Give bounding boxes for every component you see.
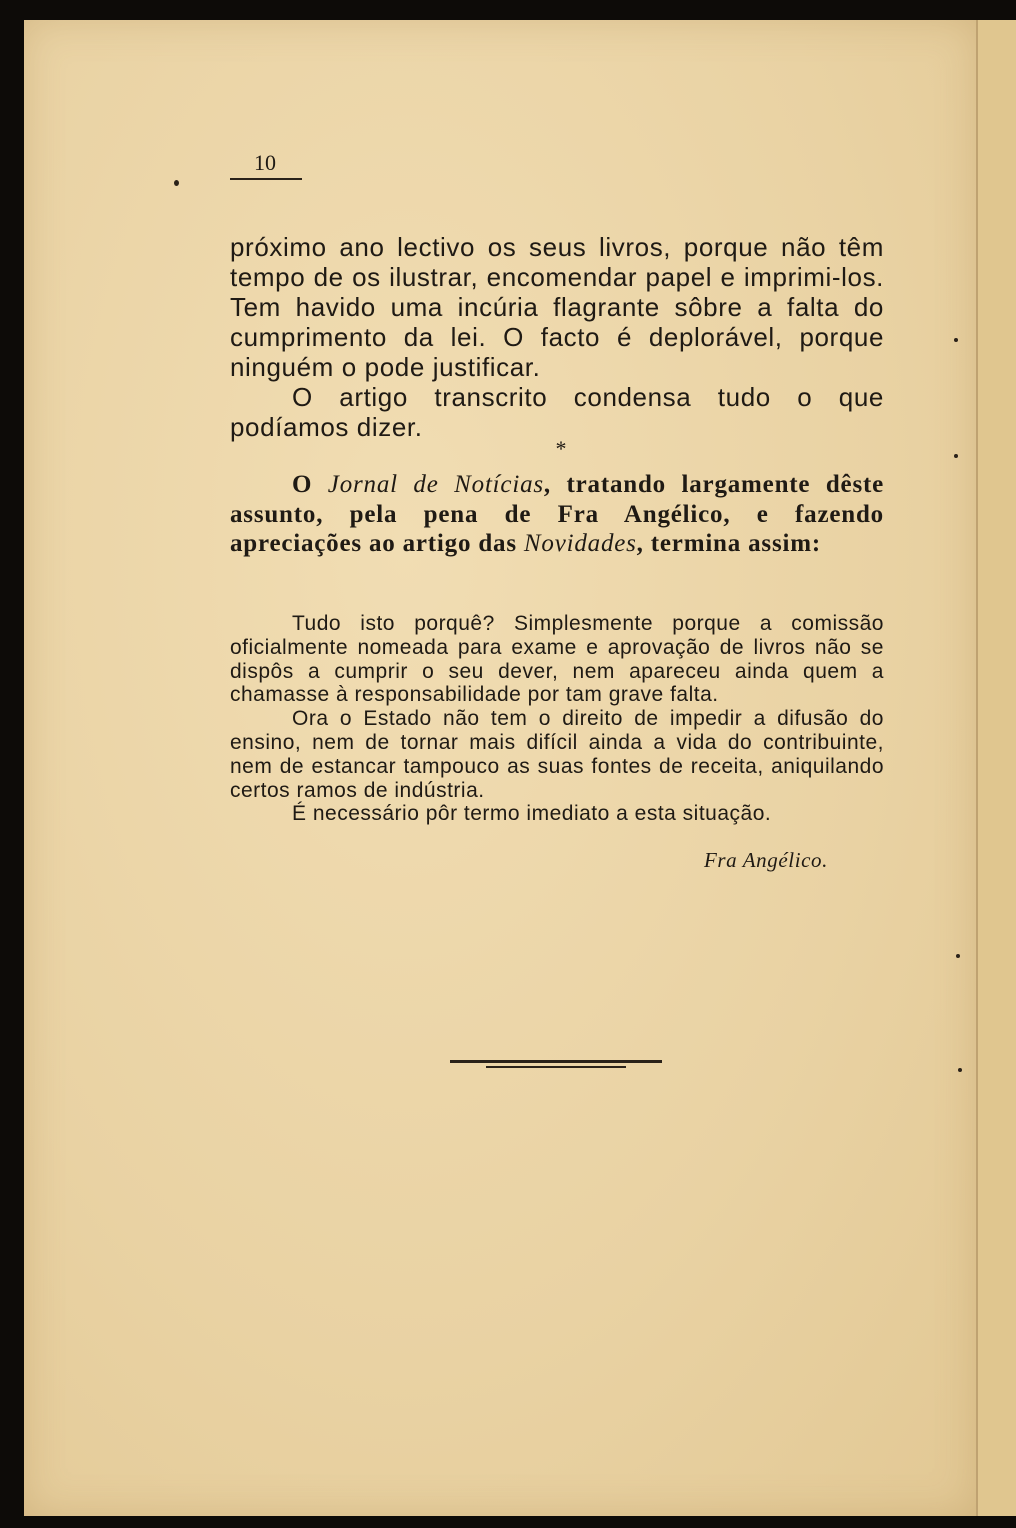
intro-mid: , tratando largamente dêste assunto, pela pena de Fra Angélico, e fazendo apreciações ao artigo das — [230, 471, 884, 557]
signature: Fra Angélico. — [703, 848, 828, 872]
page-number: 10 — [254, 150, 276, 175]
paragraph-1: próximo ano lectivo os seus livros, porque não têm tempo de os ilustrar, encomendar papel e imprimi-los. Tem havido uma incúria flagrante sôbre a falta do cumprimento da lei. O facto é deplorável, porque ninguém o pode justificar. — [230, 232, 884, 382]
ink-speck — [174, 180, 179, 186]
quote-paragraph-3: É necessário pôr termo imediato a esta situação. — [292, 802, 772, 826]
end-rule-short — [486, 1066, 626, 1068]
ink-speck — [958, 1068, 962, 1072]
quote-paragraph-2: Ora o Estado não tem o direito de impedir a difusão do ensino, nem de tornar mais difícil ainda a vida do contribuinte, nem de estancar tampouco as suas fontes de receita, aniquilando certos ramos de indústria. — [230, 707, 884, 802]
paragraph-2: O artigo transcrito condensa tudo o que podíamos dizer. — [230, 382, 884, 442]
adjacent-page-edge — [976, 20, 1016, 1516]
ink-speck — [956, 954, 960, 958]
body-text — [230, 232, 884, 442]
quoted-article — [230, 612, 884, 826]
intro-paragraph — [230, 470, 884, 559]
section-separator: * — [555, 436, 567, 461]
intro-pre: O — [292, 471, 328, 498]
intro-post: , termina assim: — [636, 530, 821, 557]
page-number-rule — [230, 178, 302, 180]
ink-speck — [954, 338, 958, 342]
quote-paragraph-1: Tudo isto porquê? Simplesmente porque a comissão oficialmente nomeada para exame e aprovação de livros não se dispôs a cumprir o seu dever, nem apareceu ainda quem a chamasse à responsabilidade por tam grave falta. — [230, 612, 884, 707]
book-page — [24, 20, 976, 1516]
ink-speck — [954, 454, 958, 458]
end-rule — [450, 1060, 662, 1063]
journal-title: Jornal de Notícias — [327, 471, 544, 498]
newspaper-title: Novidades — [523, 530, 637, 557]
